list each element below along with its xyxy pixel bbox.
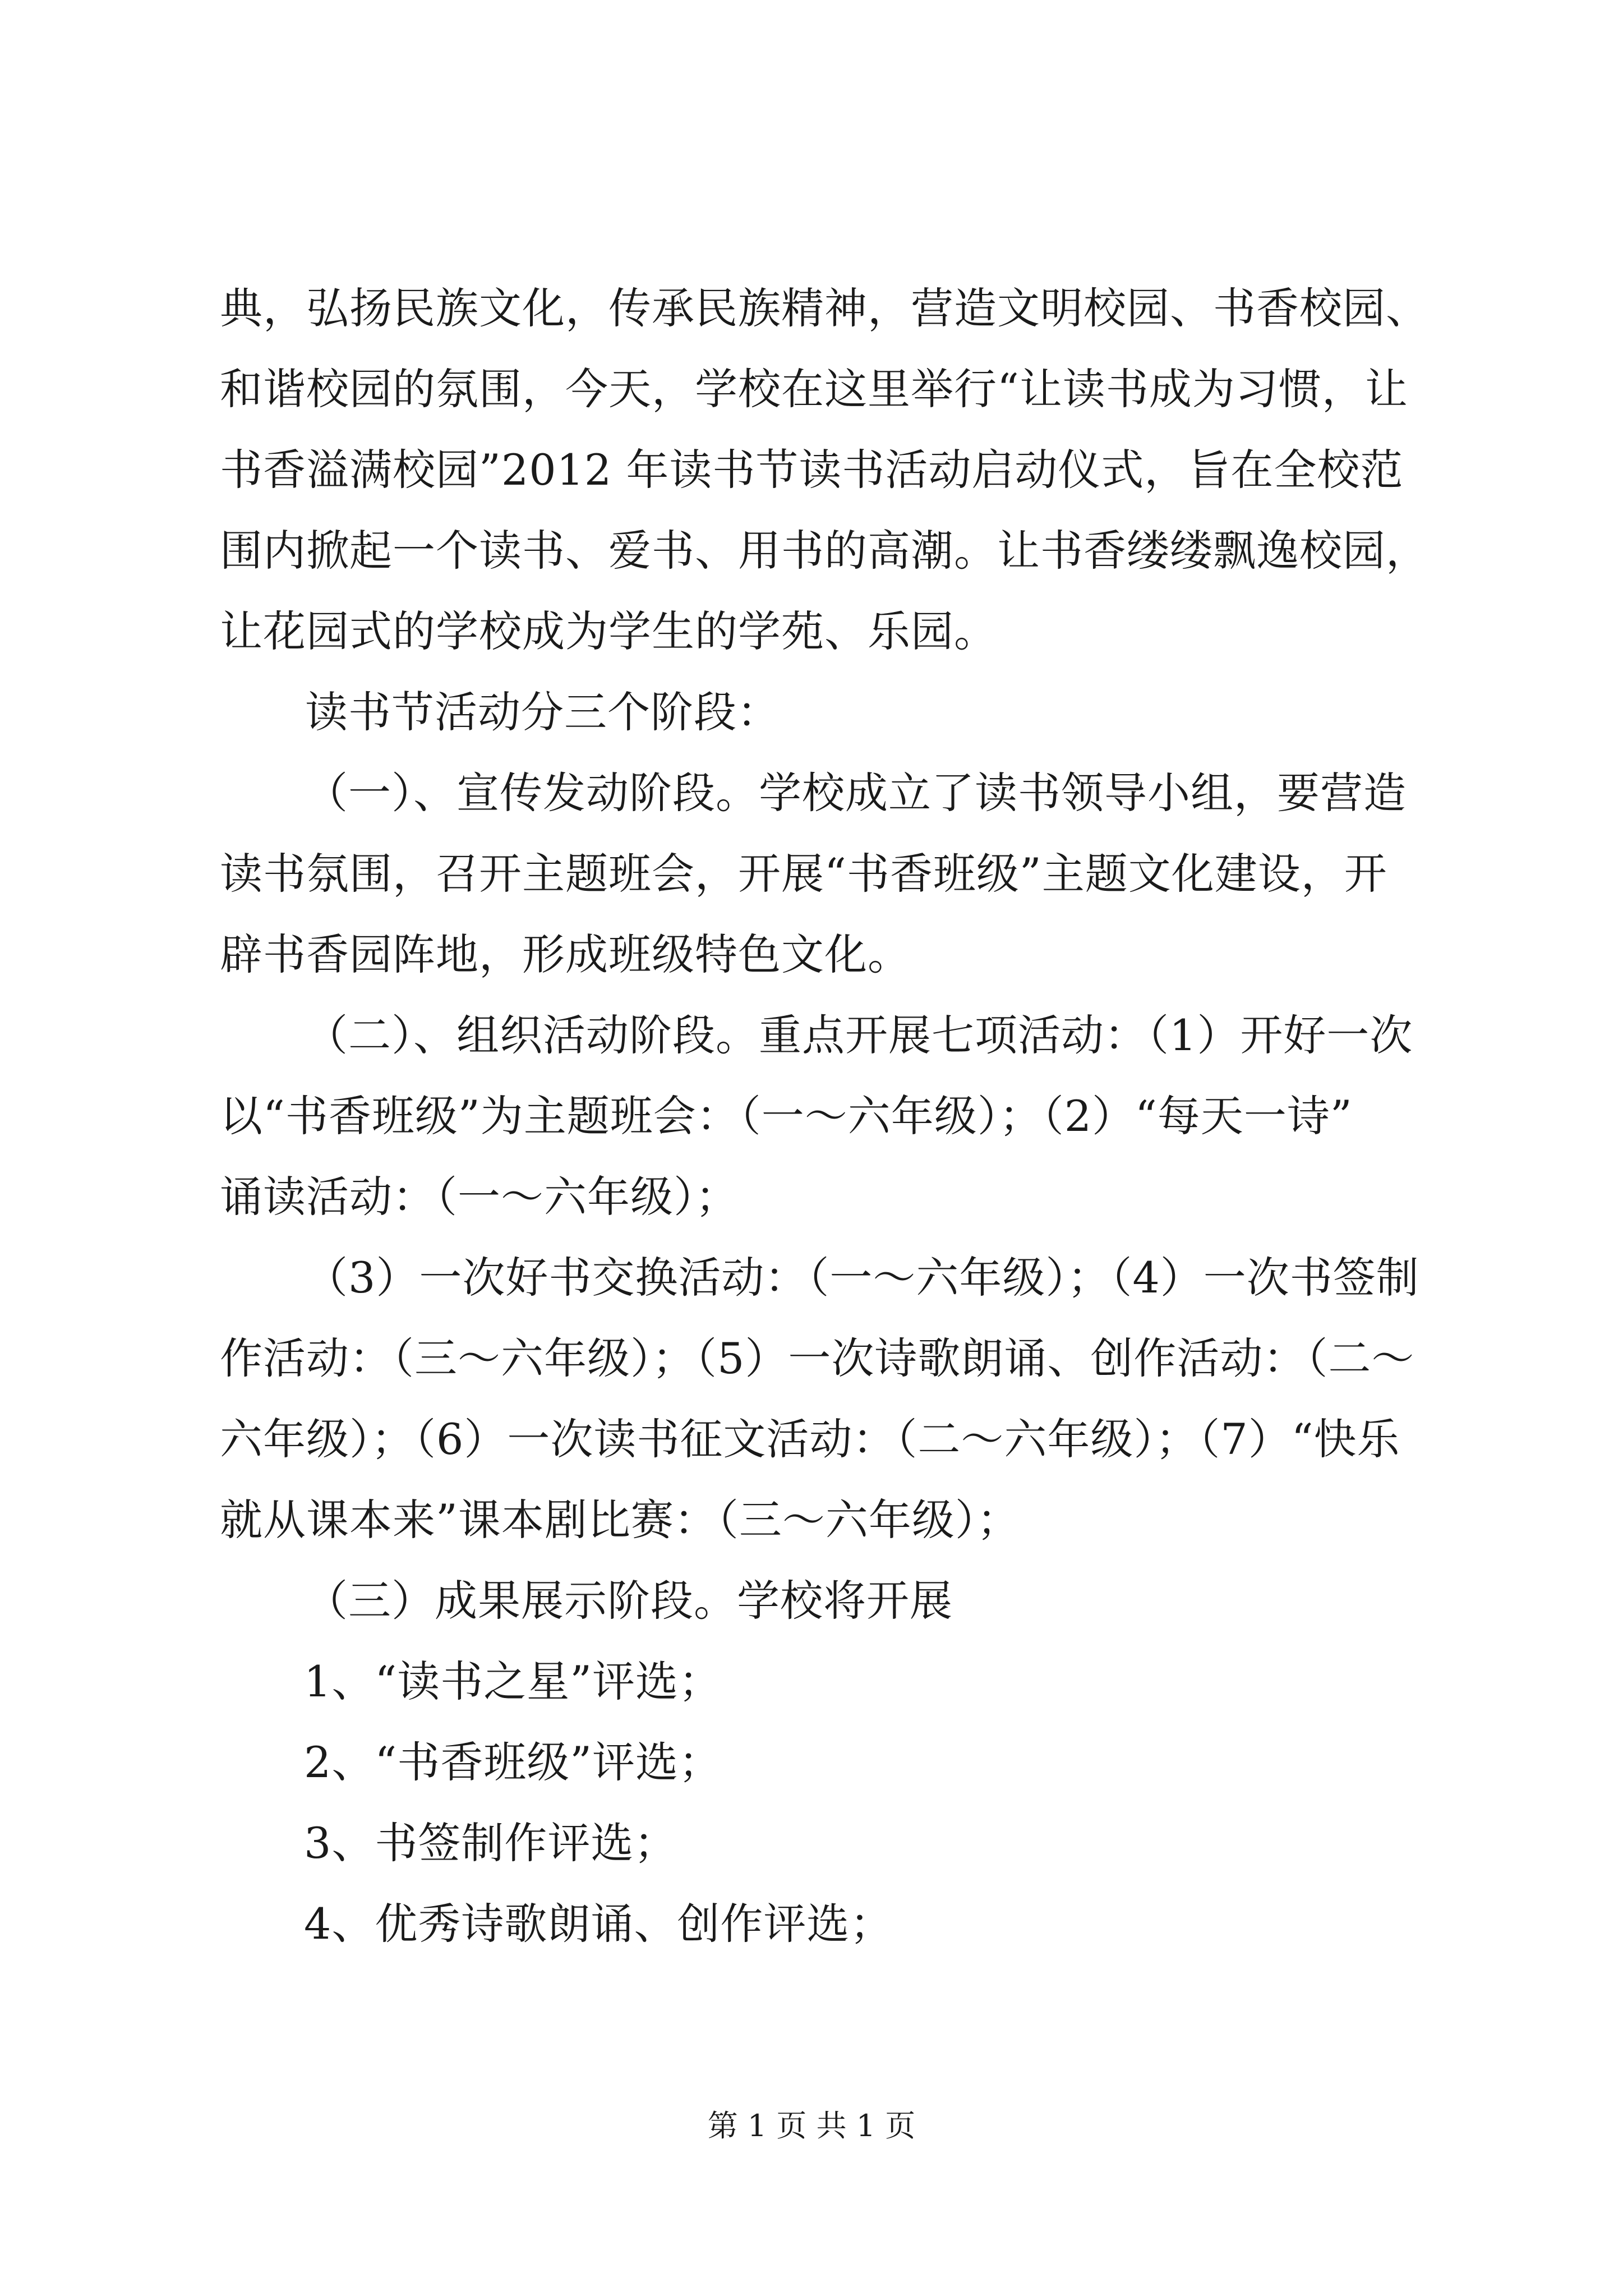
- paragraph-line: 和谐校园的氛围，今天，学校在这里举行“让读书成为习惯，让: [220, 364, 1408, 414]
- activity-list-line: （3）一次好书交换活动：（一～六年级）；（4）一次书签制: [305, 1253, 1419, 1303]
- paragraph-line: 书香溢满校园”2012 年读书节读书活动启动仪式，旨在全校范: [220, 445, 1404, 495]
- stage-one-heading: （一）、宣传发动阶段。学校成立了读书领导小组，要营造: [305, 768, 1407, 818]
- paragraph-line: 就从课本来”课本剧比赛：（三～六年级）；: [220, 1495, 1020, 1545]
- paragraph-line: 让花园式的学校成为学生的学苑、乐园。: [220, 606, 997, 656]
- stage-three-heading: （三）成果展示阶段。学校将开展: [305, 1576, 953, 1626]
- section-intro: 读书节活动分三个阶段：: [305, 687, 780, 737]
- paragraph-line: 作活动：（三～六年级）；（5）一次诗歌朗诵、创作活动：（二～: [220, 1333, 1415, 1383]
- paragraph-line: 读书氛围，召开主题班会，开展“书香班级”主题文化建设，开: [220, 849, 1387, 899]
- paragraph-line: 典，弘扬民族文化，传承民族精神，营造文明校园、书香校园、: [220, 283, 1429, 333]
- list-item: 2、“书香班级”评选；: [304, 1737, 722, 1787]
- paragraph-line: 以“书香班级”为主题班会：（一～六年级）；（2）“每天一诗”: [220, 1091, 1353, 1141]
- paragraph-line: 六年级）；（6）一次读书征文活动：（二～六年级）；（7）“快乐: [220, 1414, 1400, 1464]
- paragraph-line: 诵读活动：（一～六年级）；: [220, 1172, 739, 1222]
- paragraph-line: 辟书香园阵地，形成班级特色文化。: [220, 930, 911, 979]
- page-footer: 第 1 页 共 1 页: [707, 2108, 916, 2143]
- stage-two-heading: （二）、组织活动阶段。重点开展七项活动：（1）开好一次: [305, 1010, 1413, 1060]
- list-item: 4、优秀诗歌朗诵、创作评选；: [304, 1899, 893, 1949]
- document-body: [220, 268, 1429, 1964]
- list-item: 1、“读书之星”评选；: [304, 1657, 722, 1706]
- list-item: 3、书签制作评选；: [304, 1818, 677, 1868]
- paragraph-line: 围内掀起一个读书、爱书、用书的高潮。让书香缕缕飘逸校园，: [220, 526, 1429, 576]
